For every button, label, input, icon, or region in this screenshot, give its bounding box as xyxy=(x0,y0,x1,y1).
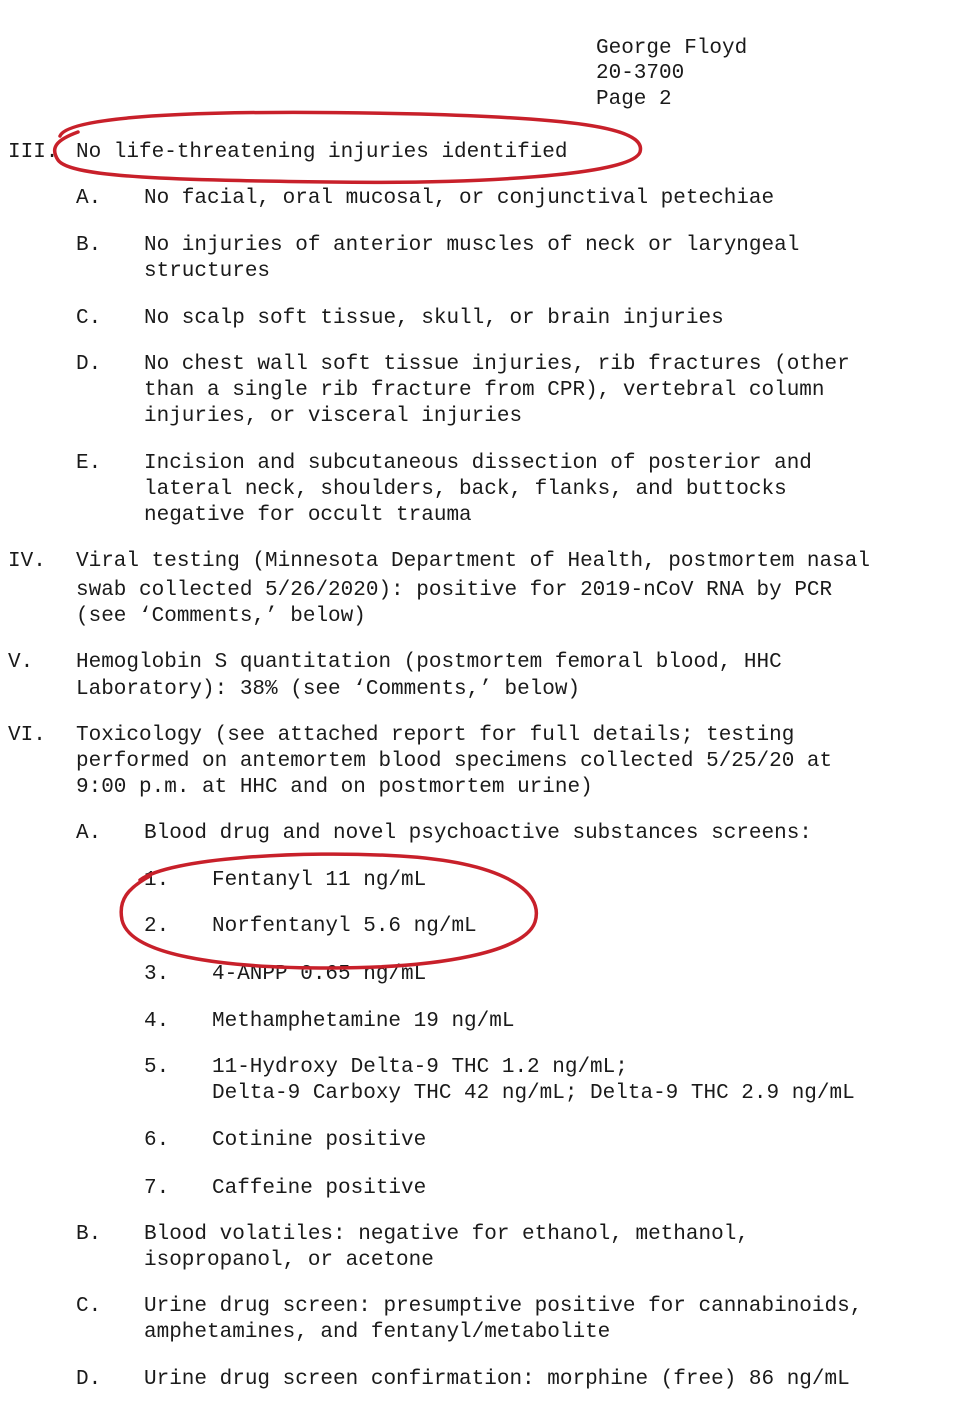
section-iii-d-line-2: than a single rib fracture from CPR), vertebral column xyxy=(144,379,825,402)
header-page-number: Page 2 xyxy=(596,88,672,111)
toxicology-item-5-label: 5. xyxy=(144,1056,170,1079)
section-iii-e-line-3: negative for occult trauma xyxy=(144,504,472,527)
toxicology-item-4-text: Methamphetamine 19 ng/mL xyxy=(212,1010,515,1033)
section-iii-e-line-1: Incision and subcutaneous dissection of posterior and xyxy=(144,452,812,475)
header-name: George Floyd xyxy=(596,37,748,60)
section-vi-numeral: VI. xyxy=(8,724,46,747)
section-iii-a-label: A. xyxy=(76,187,102,210)
section-iii-a-line-1: No facial, oral mucosal, or conjunctival petechiae xyxy=(144,187,775,210)
section-iii-numeral: III. xyxy=(8,141,59,164)
section-iv-line-3: (see ‘Comments,’ below) xyxy=(76,605,366,628)
section-vi-c-line-2: amphetamines, and fentanyl/metabolite xyxy=(144,1321,611,1344)
section-vi-line-1: Toxicology (see attached report for full details; testing xyxy=(76,724,795,747)
section-vi-d-line-1: Urine drug screen confirmation: morphine (free) 86 ng/mL xyxy=(144,1368,850,1391)
section-vi-c-line-1: Urine drug screen: presumptive positive for cannabinoids, xyxy=(144,1295,863,1318)
section-iii-d-line-1: No chest wall soft tissue injuries, rib fractures (other xyxy=(144,353,850,376)
section-iii-b-label: B. xyxy=(76,234,102,257)
section-vi-a-text: Blood drug and novel psychoactive substances screens: xyxy=(144,822,812,845)
toxicology-item-4-label: 4. xyxy=(144,1010,170,1033)
section-iii-b-line-2: structures xyxy=(144,260,271,283)
section-vi-d-label: D. xyxy=(76,1368,102,1391)
toxicology-item-7-label: 7. xyxy=(144,1177,170,1200)
toxicology-item-5-line-2: Delta-9 Carboxy THC 42 ng/mL; Delta-9 THC 2.9 ng/mL xyxy=(212,1082,855,1105)
section-iii-d-label: D. xyxy=(76,353,102,376)
toxicology-item-6-text: Cotinine positive xyxy=(212,1129,427,1152)
toxicology-item-6-label: 6. xyxy=(144,1129,170,1152)
section-iii-c-line-1: No scalp soft tissue, skull, or brain injuries xyxy=(144,307,724,330)
toxicology-item-5-line-1: 11-Hydroxy Delta-9 THC 1.2 ng/mL; xyxy=(212,1056,628,1079)
section-iii-d-line-3: injuries, or visceral injuries xyxy=(144,405,523,428)
section-vi-a-label: A. xyxy=(76,822,102,845)
section-vi-line-2: performed on antemortem blood specimens collected 5/25/20 at xyxy=(76,750,833,773)
section-v-line-2: Laboratory): 38% (see ‘Comments,’ below) xyxy=(76,678,581,701)
toxicology-item-3-label: 3. xyxy=(144,963,170,986)
toxicology-item-2-label: 2. xyxy=(144,915,170,938)
toxicology-item-3-text: 4-ANPP 0.65 ng/mL xyxy=(212,963,427,986)
toxicology-item-1-text: Fentanyl 11 ng/mL xyxy=(212,869,427,892)
toxicology-item-2-text: Norfentanyl 5.6 ng/mL xyxy=(212,915,477,938)
section-iii-c-label: C. xyxy=(76,307,102,330)
toxicology-item-1-label: 1. xyxy=(144,869,170,892)
section-vi-c-label: C. xyxy=(76,1295,102,1318)
section-v-numeral: V. xyxy=(8,651,34,674)
section-iv-line-2: swab collected 5/26/2020): positive for 2019-nCoV RNA by PCR xyxy=(76,579,833,602)
section-vi-b-line-2: isopropanol, or acetone xyxy=(144,1249,434,1272)
section-iii-b-line-1: No injuries of anterior muscles of neck or laryngeal xyxy=(144,234,800,257)
toxicology-item-7-text: Caffeine positive xyxy=(212,1177,427,1200)
section-vi-b-line-1: Blood volatiles: negative for ethanol, methanol, xyxy=(144,1223,749,1246)
section-iii-e-label: E. xyxy=(76,452,102,475)
section-vi-line-3: 9:00 p.m. at HHC and on postmortem urine) xyxy=(76,776,593,799)
section-iv-numeral: IV. xyxy=(8,550,46,573)
header-case-number: 20-3700 xyxy=(596,62,685,85)
section-iii-e-line-2: lateral neck, shoulders, back, flanks, and buttocks xyxy=(144,478,787,501)
section-v-line-1: Hemoglobin S quantitation (postmortem femoral blood, HHC xyxy=(76,651,782,674)
section-vi-b-label: B. xyxy=(76,1223,102,1246)
section-iv-line-1: Viral testing (Minnesota Department of Health, postmortem nasal xyxy=(76,550,870,573)
section-iii-text: No life-threatening injuries identified xyxy=(76,141,568,164)
